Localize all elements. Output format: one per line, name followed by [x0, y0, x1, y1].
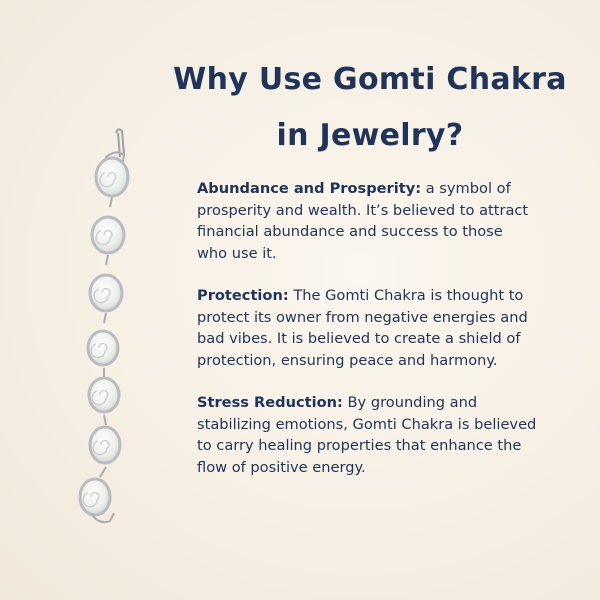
section-protection: [197, 285, 537, 371]
gomti-chakra-bracelet-image: [70, 125, 140, 530]
title-line-2: in Jewelry?: [276, 118, 464, 153]
section-stress-reduction: [197, 392, 537, 478]
section-body: By grounding and stabilizing emotions, Gomti Chakra is believed to carry healing properties that enhance the flow of positive energy.: [197, 394, 537, 476]
section-heading: Protection:: [197, 287, 289, 304]
section-body: a symbol of prosperity and wealth. It’s believed to attract financial abundance and success to those who use it.: [197, 180, 529, 262]
section-abundance: [197, 178, 537, 264]
title-line-1: Why Use Gomti Chakra: [173, 62, 567, 97]
section-body: The Gomti Chakra is thought to protect its owner from negative energies and bad vibes. It is believed to create a shield of protection, ensuring peace and harmony.: [197, 287, 528, 369]
benefits-text: [197, 178, 537, 499]
section-heading: Abundance and Prosperity:: [197, 180, 422, 197]
section-heading: Stress Reduction:: [197, 394, 343, 411]
